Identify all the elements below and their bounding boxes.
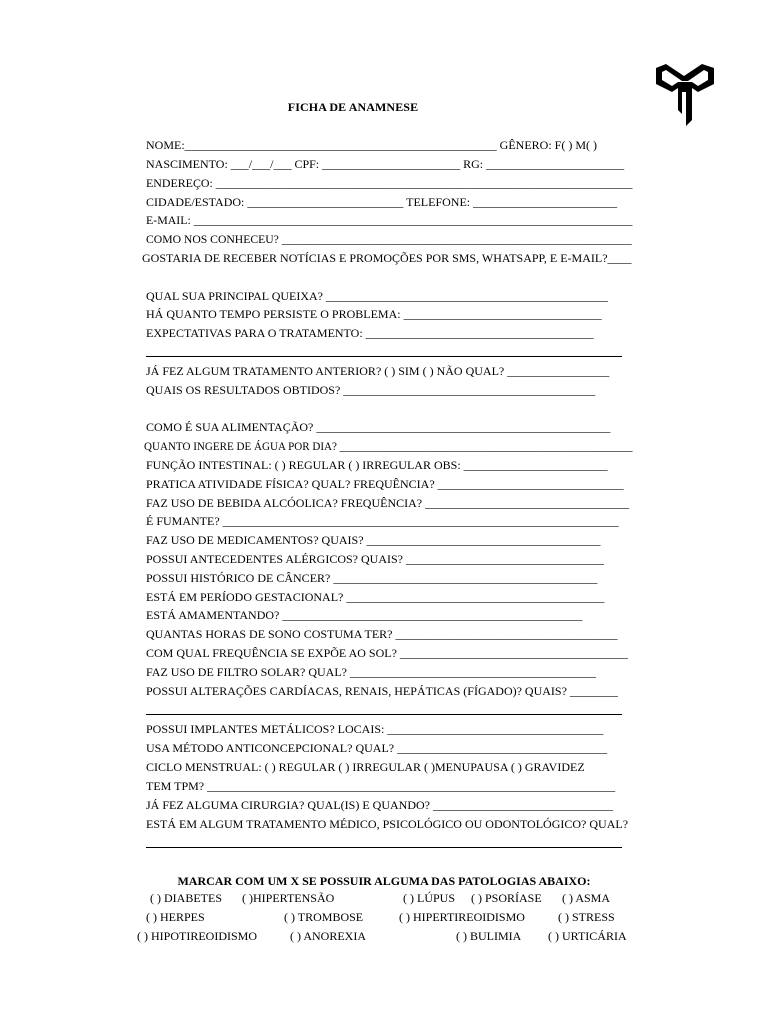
field-address[interactable]: ENDEREÇO: ______________________________________________________________________ [146, 176, 633, 190]
field-organ-conditions[interactable]: POSSUI ALTERAÇÕES CARDÍACAS, RENAIS, HEPÁTICAS (FÍGADO)? QUAIS? ________ [146, 684, 618, 698]
pathologies-title: MARCAR COM UM X SE POSSUIR ALGUMA DAS PATOLOGIAS ABAIXO: [177, 874, 591, 888]
checkbox-thrombosis[interactable]: ( ) TROMBOSE [284, 910, 364, 924]
field-menstrual-cycle[interactable]: CICLO MENSTRUAL: ( ) REGULAR ( ) IRREGULAR ( )MENUPAUSA ( ) GRAVIDEZ [146, 760, 585, 774]
field-allergies[interactable]: POSSUI ANTECEDENTES ALÉRGICOS? QUAIS? _________________________________ [146, 552, 605, 566]
field-sleep-hours[interactable]: QUANTAS HORAS DE SONO COSTUMA TER? _____________________________________ [146, 627, 618, 641]
blank-answer-line[interactable] [146, 356, 622, 357]
blank-answer-line[interactable] [146, 714, 622, 715]
field-current-treatment[interactable]: ESTÁ EM ALGUM TRATAMENTO MÉDICO, PSICOLÓGICO OU ODONTOLÓGICO? QUAL? [146, 817, 629, 831]
checkbox-hyperthyroidism[interactable]: ( ) HIPERTIREOIDISMO [399, 910, 525, 924]
checkbox-herpes[interactable]: ( ) HERPES [146, 910, 205, 924]
field-diet[interactable]: COMO É SUA ALIMENTAÇÃO? _________________________________________________ [146, 420, 611, 434]
blank-answer-line[interactable] [146, 847, 622, 848]
field-sun-exposure[interactable]: COM QUAL FREQUÊNCIA SE EXPÕE AO SOL? ______________________________________ [146, 646, 628, 660]
field-sunscreen[interactable]: FAZ USO DE FILTRO SOLAR? QUAL? _________________________________________ [146, 665, 596, 679]
checkbox-lupus[interactable]: ( ) LÚPUS [403, 891, 456, 905]
field-bowel-function[interactable]: FUNÇÃO INTESTINAL: ( ) REGULAR ( ) IRREGULAR OBS: ________________________ [146, 458, 608, 472]
field-metal-implants[interactable]: POSSUI IMPLANTES METÁLICOS? LOCAIS: ____________________________________ [146, 722, 604, 736]
checkbox-diabetes[interactable]: ( ) DIABETES [150, 891, 222, 905]
checkbox-hypertension[interactable]: ( )HIPERTENSÃO [242, 891, 335, 905]
field-how-found-us[interactable]: COMO NOS CONHECEU? ____________________________________________________________ [146, 232, 632, 246]
field-problem-duration[interactable]: HÁ QUANTO TEMPO PERSISTE O PROBLEMA: _________________________________ [146, 307, 602, 321]
field-email[interactable]: E-MAIL: __________________________________________________________________________ [146, 213, 633, 227]
field-medications[interactable]: FAZ USO DE MEDICAMENTOS? QUAIS? _______________________________________ [146, 533, 601, 547]
field-smoker[interactable]: É FUMANTE? __________________________________________________________________ [146, 514, 619, 528]
field-newsletter-consent[interactable]: GOSTARIA DE RECEBER NOTÍCIAS E PROMOÇÕES POR SMS, WHATSAPP, E E-MAIL?____ [142, 251, 632, 265]
field-contraceptive[interactable]: USA MÉTODO ANTICONCEPCIONAL? QUAL? ___________________________________ [146, 741, 608, 755]
checkbox-anorexia[interactable]: ( ) ANOREXIA [290, 929, 366, 943]
field-results-obtained[interactable]: QUAIS OS RESULTADOS OBTIDOS? __________________________________________ [146, 383, 596, 397]
field-cancer-history[interactable]: POSSUI HISTÓRICO DE CÂNCER? ____________________________________________ [146, 571, 598, 585]
field-name-gender[interactable]: NOME:____________________________________________________ GÊNERO: F( ) M( ) [146, 138, 597, 152]
field-alcohol[interactable]: FAZ USO DE BEBIDA ALCÓOLICA? FREQUÊNCIA? __________________________________ [146, 496, 630, 510]
checkbox-hypothyroidism[interactable]: ( ) HIPOTIREOIDISMO [137, 929, 257, 943]
field-pregnancy[interactable]: ESTÁ EM PERÍODO GESTACIONAL? ___________________________________________ [146, 590, 605, 604]
checkbox-psoriasis[interactable]: ( ) PSORÍASE [471, 891, 542, 905]
field-surgery[interactable]: JÁ FEZ ALGUMA CIRURGIA? QUAL(IS) E QUANDO? ______________________________ [146, 798, 613, 812]
checkbox-urticaria[interactable]: ( ) URTICÁRIA [548, 929, 627, 943]
checkbox-asthma[interactable]: ( ) ASMA [562, 891, 611, 905]
checkbox-bulimia[interactable]: ( ) BULIMIA [456, 929, 522, 943]
field-city-phone[interactable]: CIDADE/ESTADO: __________________________ TELEFONE: ________________________ [146, 195, 618, 209]
checkbox-stress[interactable]: ( ) STRESS [558, 910, 615, 924]
field-water-intake[interactable]: QUANTO INGERE DE ÁGUA POR DIA? _____________________________________________________ [144, 439, 633, 453]
field-pms[interactable]: TEM TPM? ____________________________________________________________________ [146, 779, 616, 793]
field-previous-treatment[interactable]: JÁ FEZ ALGUM TRATAMENTO ANTERIOR? ( ) SIM ( ) NÃO QUAL? _________________ [146, 364, 610, 378]
field-breastfeeding[interactable]: ESTÁ AMAMENTANDO? __________________________________________________ [146, 608, 583, 622]
form-title: FICHA DE ANAMNESE [287, 100, 419, 114]
brand-logo [652, 62, 718, 128]
field-treatment-expectations[interactable]: EXPECTATIVAS PARA O TRATAMENTO: ______________________________________ [146, 326, 594, 340]
field-physical-activity[interactable]: PRATICA ATIVIDADE FÍSICA? QUAL? FREQUÊNCIA? _______________________________ [146, 477, 624, 491]
field-main-complaint[interactable]: QUAL SUA PRINCIPAL QUEIXA? _______________________________________________ [146, 289, 609, 303]
field-birth-cpf-rg[interactable]: NASCIMENTO: ___/___/___ CPF: _______________________ RG: _______________________ [146, 157, 625, 171]
